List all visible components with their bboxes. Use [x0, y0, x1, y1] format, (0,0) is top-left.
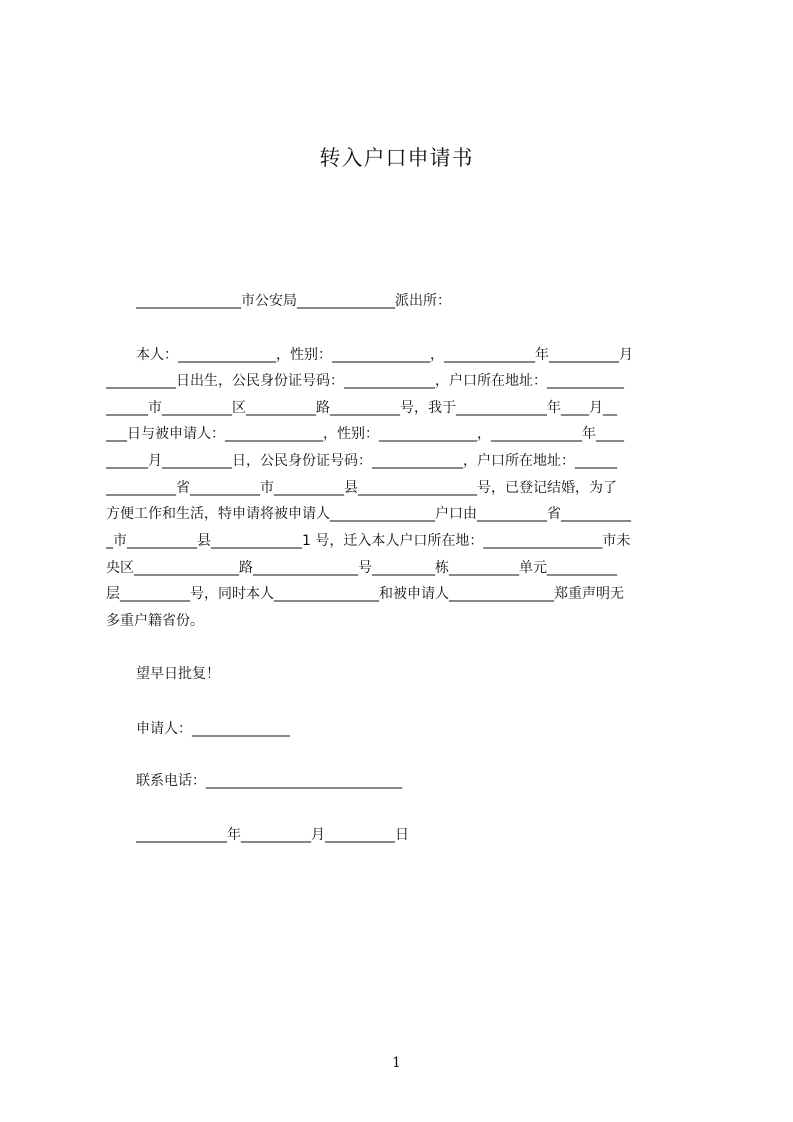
body-line: ______月__________日，公民身份证号码：_____________，户口所在地址：______ [106, 453, 617, 469]
applicant-signature-line: 申请人：______________ [136, 721, 290, 737]
body-line: ______市__________区__________路__________号，我于_____________年____月__ [106, 400, 617, 416]
body-line: 央区_______________路_______________号_________栋__________单元__________ [106, 560, 617, 576]
body-line: __________日出生，公民身份证号码：_____________，户口所在地址：___________ [106, 373, 624, 389]
closing-remark: 望早日批复！ [136, 666, 220, 682]
document-title: 转入户口申请书 [319, 146, 474, 170]
body-line: _市__________县_____________1 号，迁入本人户口所在地：_________________市未 [106, 533, 631, 549]
salutation: _______________市公安局______________派出所： [136, 293, 451, 309]
date-line: _____________年__________月__________日 [136, 827, 409, 843]
body-line: 层__________号，同时本人_______________和被申请人_______________郑重声明无 [106, 586, 624, 602]
body-line: 方便工作和生活，特申请将被申请人_______________户口由__________省__________ [106, 506, 631, 522]
body-line: 多重户籍省份。 [106, 613, 204, 629]
phone-line: 联系电话：____________________________ [136, 773, 402, 789]
body-line: __________省__________市__________县_________________号，已登记结婚，为了 [106, 480, 617, 496]
body-line: ___日与被申请人：______________，性别：______________，_____________年____ [106, 426, 624, 442]
page-number: 1 [392, 1055, 401, 1071]
body-line: 本人：______________，性别：______________，_____________年__________月 [136, 347, 633, 363]
